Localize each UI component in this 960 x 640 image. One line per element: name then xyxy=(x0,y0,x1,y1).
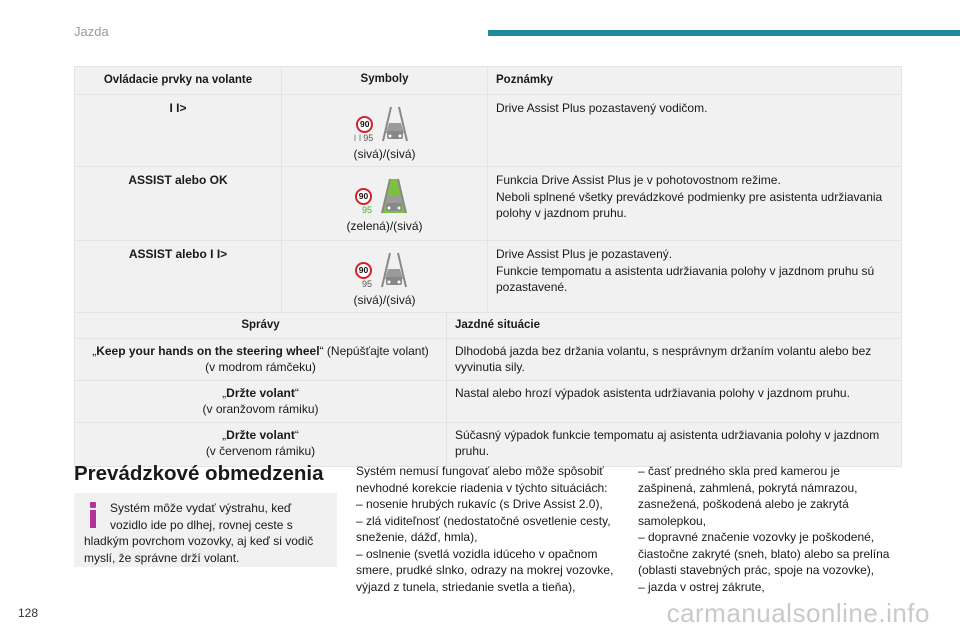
message-cell xyxy=(75,422,447,466)
symbol-cell xyxy=(282,241,488,314)
message-text: Držte volant xyxy=(226,385,295,400)
section-title: Prevádzkové obmedzenia xyxy=(74,462,324,485)
situation-cell: Súčasný výpadok funkcie tempomatu aj asistenta udržiavania polohy v jazdnom pruhu. xyxy=(447,422,902,466)
header-accent-bar xyxy=(488,30,960,36)
notes-cell xyxy=(488,241,902,314)
situation-cell: Dlhodobá jazda bez držania volantu, s nesprávnym držaním volantu alebo bez vyvinutia sily. xyxy=(447,338,902,380)
list-item: – jazda v ostrej zákrute, xyxy=(638,579,765,594)
list-item: – zlá viditeľnosť (nedostatočné osvetlenie cesty, sneženie, dážď, hmla), xyxy=(356,513,611,544)
lane-assist-car-icon xyxy=(375,103,415,143)
notes-line: Neboli splnené všetky prevádzkové podmienky pre asistenta udržiavania polohy v jazdnom pruhu. xyxy=(496,189,883,220)
speed-indicators xyxy=(354,116,374,143)
list-item: – časť predného skla pred kamerou je zašpinená, zahmlená, pokrytá námrazou, zasnežená, poškodená alebo je zakrytá samolepkou, xyxy=(638,464,858,528)
table-row xyxy=(75,422,902,466)
list-item: – oslnenie (svetlá vozidla idúceho v opačnom smere, prudké slnko, odrazy na mokrej vozovke, výjazd z tunela, striedanie svetla a tieňa), xyxy=(356,546,614,594)
notes-cell: Drive Assist Plus pozastavený vodičom. xyxy=(488,94,902,167)
message-cell xyxy=(75,380,447,422)
table-row xyxy=(75,241,902,314)
info-box xyxy=(74,493,337,567)
col-header-situations: Jazdné situácie xyxy=(447,313,902,339)
status-symbol xyxy=(286,171,483,215)
table-row xyxy=(75,94,902,167)
lane-assist-car-icon xyxy=(374,175,414,215)
list-item: – nosenie hrubých rukavíc (s Drive Assist 2.0), xyxy=(356,497,603,511)
notes-line: Drive Assist Plus je pozastavený. xyxy=(496,247,673,261)
col-header-controls: Ovládacie prvky na volante xyxy=(75,67,282,95)
watermark: carmanualsonline.info xyxy=(666,598,930,628)
table-row xyxy=(75,338,902,380)
status-symbol xyxy=(286,245,483,289)
message-frame-note: (v červenom rámiku) xyxy=(205,444,316,458)
table-row xyxy=(75,167,902,241)
message-suffix: “ xyxy=(294,427,299,442)
notes-line: Funkcie tempomatu a asistenta udržiavania polohy v jazdnom pruhu sú pozastavené. xyxy=(496,263,875,294)
message-suffix: “ (Nepúšťajte volant) xyxy=(319,343,429,358)
notes-line: Funkcia Drive Assist Plus je v pohotovostnom režime. xyxy=(496,173,781,187)
message-suffix: “ xyxy=(294,385,299,400)
message-frame-note: (v modrom rámčeku) xyxy=(205,360,316,374)
lane-assist-car-icon xyxy=(374,249,414,289)
notes-cell xyxy=(488,167,902,241)
message-text: Držte volant xyxy=(226,427,295,442)
section-header-label: Jazda xyxy=(74,24,109,39)
paragraph: Systém nemusí fungovať alebo môže spôsobiť nevhodné korekcie riadenia v týchto situáciách: xyxy=(356,464,608,495)
symbol-caption: (sivá)/(sivá) xyxy=(353,293,416,307)
symbol-caption: (sivá)/(sivá) xyxy=(353,146,416,161)
message-text: Keep your hands on the steering wheel xyxy=(96,343,320,358)
col-header-messages: Správy xyxy=(75,313,447,339)
speed-indicators xyxy=(355,188,372,215)
cruise-speed-value: 95 xyxy=(361,205,372,215)
col-header-symbols: Symboly xyxy=(282,67,488,95)
cruise-speed-value: 95 xyxy=(363,132,374,143)
speed-limit-icon: 90 xyxy=(356,116,373,133)
quote-open: „ xyxy=(92,343,97,358)
text-column-middle xyxy=(356,463,621,595)
symbol-cell xyxy=(282,167,488,241)
speed-limit-icon: 90 xyxy=(355,188,372,205)
messages-table xyxy=(74,312,902,467)
info-text: Systém môže vydať výstrahu, keď vozidlo ide po dlhej, rovnej ceste s hladkým povrchom vozovky, aj keď si vodič myslí, že správne drží volant. xyxy=(84,501,314,565)
quote-open: „ xyxy=(222,427,227,442)
text-column-right xyxy=(638,463,898,595)
speed-indicators xyxy=(355,262,372,289)
col-header-notes: Poznámky xyxy=(488,67,902,95)
info-icon xyxy=(84,500,104,530)
quote-open: „ xyxy=(222,385,227,400)
control-label: ASSIST alebo I I> xyxy=(75,241,282,314)
control-label: ASSIST alebo OK xyxy=(75,167,282,241)
table-row xyxy=(75,380,902,422)
speed-limit-icon: 90 xyxy=(355,262,372,279)
message-cell xyxy=(75,338,447,380)
cruise-speed-value: 95 xyxy=(361,279,372,289)
message-frame-note: (v oranžovom rámiku) xyxy=(202,402,319,416)
symbol-cell xyxy=(282,94,488,167)
situation-cell: Nastal alebo hrozí výpadok asistenta udržiavania polohy v jazdnom pruhu. xyxy=(447,380,902,422)
status-symbol xyxy=(286,99,483,143)
pause-mark: I I xyxy=(353,132,362,143)
control-label: I I> xyxy=(75,94,282,167)
page-number: 128 xyxy=(18,606,39,620)
steering-controls-table xyxy=(74,66,902,314)
symbol-caption: (zelená)/(sivá) xyxy=(346,219,423,233)
list-item: – dopravné značenie vozovky je poškodené, čiastočne zakryté (sneh, blato) alebo sa prelína (oblasti stavebných prác, spoje na vozovke), xyxy=(638,530,890,577)
